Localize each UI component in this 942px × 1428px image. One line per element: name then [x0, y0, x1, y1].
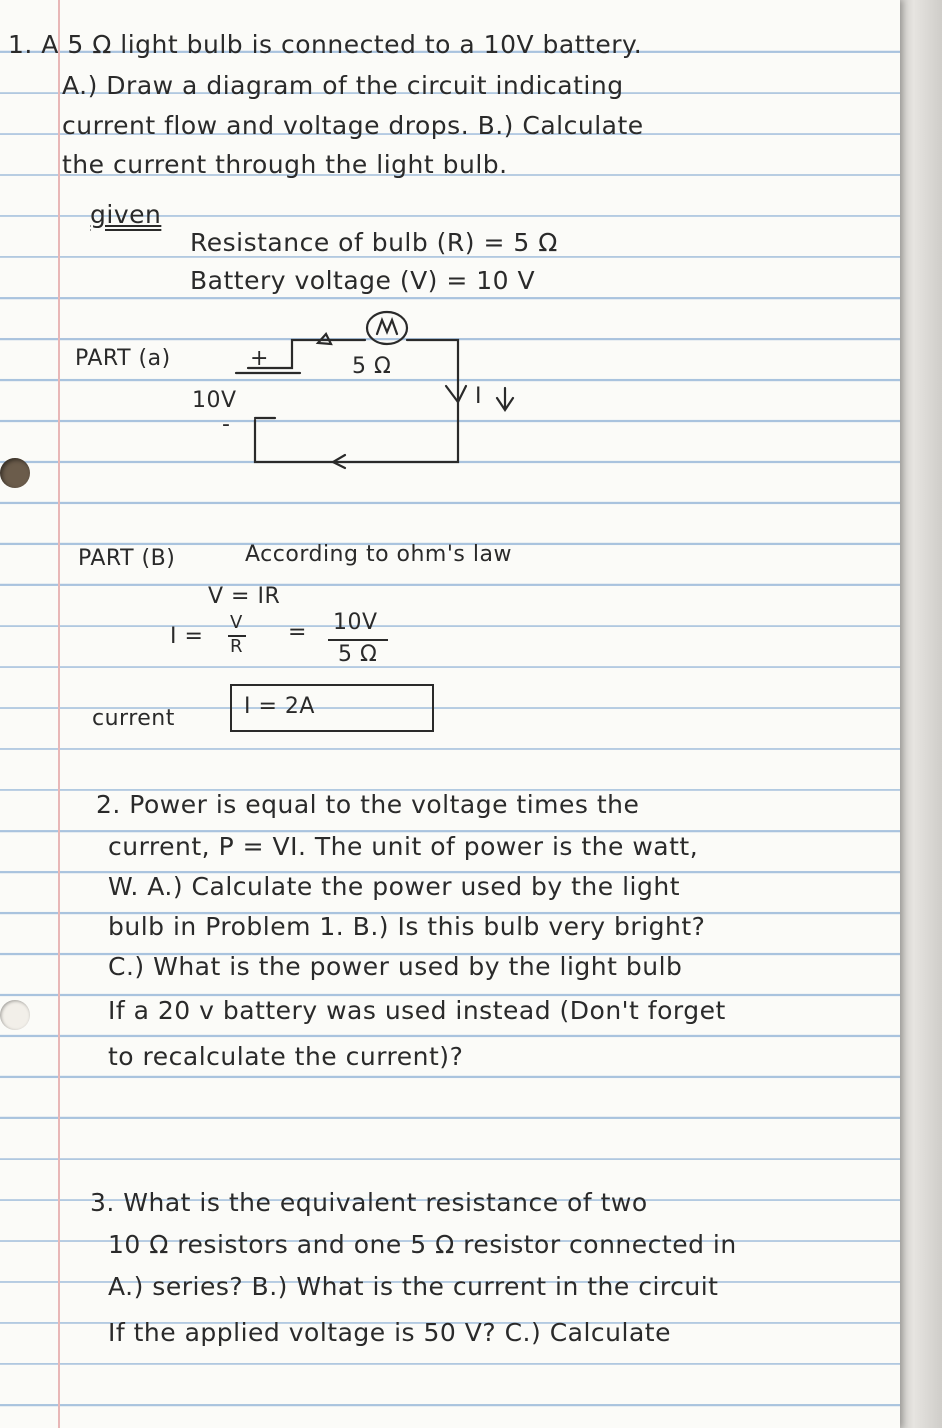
current-label: I — [475, 384, 482, 409]
problem1-line: 1. A 5 Ω light bulb is connected to a 10V battery. — [8, 30, 643, 59]
light-bulb-icon — [367, 312, 407, 344]
circuit-wire-loop — [255, 340, 458, 462]
equation-equals: = — [288, 620, 307, 645]
problem2-line: W. A.) Calculate the power used by the light — [108, 872, 681, 901]
problem3-line: 3. What is the equivalent resistance of two — [90, 1188, 648, 1217]
problem3-line: A.) series? B.) What is the current in the circuit — [108, 1272, 719, 1301]
problem1-line: the current through the light bulb. — [62, 150, 508, 179]
fraction-denominator-5ohm: 5 Ω — [338, 642, 378, 667]
fraction-numerator-10v: 10V — [333, 610, 378, 635]
problem2-line: If a 20 v battery was used instead (Don't forget — [108, 996, 726, 1025]
equation-i-left: I = — [170, 624, 204, 649]
fraction-denominator-r: R — [230, 636, 244, 657]
problem1-line: A.) Draw a diagram of the circuit indicating — [62, 71, 624, 100]
problem2-line: bulb in Problem 1. B.) Is this bulb very bright? — [108, 912, 706, 941]
part-b-label: PART (B) — [78, 546, 176, 571]
given-label: given — [90, 200, 162, 229]
problem3-line: 10 Ω resistors and one 5 Ω resistor connected in — [108, 1230, 737, 1259]
current-answer-value: I = 2A — [244, 694, 315, 719]
battery-minus-sign: - — [222, 412, 231, 437]
current-direction-arrow — [497, 388, 513, 410]
equation-v-ir: V = IR — [208, 584, 281, 609]
fraction-numerator-v: V — [230, 612, 243, 633]
problem2-line: to recalculate the current)? — [108, 1042, 464, 1071]
problem3-line: If the applied voltage is 50 V? C.) Calculate — [108, 1318, 671, 1347]
part-a-label: PART (a) — [75, 346, 171, 371]
given-resistance: Resistance of bulb (R) = 5 Ω — [190, 228, 558, 257]
battery-plus-sign: + — [250, 346, 269, 371]
problem2-line: current, P = VI. The unit of power is the watt, — [108, 832, 699, 861]
current-direction-arrow — [446, 386, 466, 402]
bulb-resistance-label: 5 Ω — [352, 354, 392, 379]
problem2-line: C.) What is the power used by the light bulb — [108, 952, 683, 981]
ohms-law-heading: According to ohm's law — [245, 542, 512, 567]
fraction-bar — [328, 639, 388, 641]
bulb-filament — [377, 320, 397, 334]
circuit-wire-top — [248, 340, 365, 368]
given-voltage: Battery voltage (V) = 10 V — [190, 266, 536, 295]
current-answer-label: current — [92, 706, 175, 731]
problem1-line: current flow and voltage drops. B.) Calculate — [62, 111, 644, 140]
problem2-line: 2. Power is equal to the voltage times the — [96, 790, 640, 819]
battery-voltage-label: 10V — [192, 388, 237, 413]
